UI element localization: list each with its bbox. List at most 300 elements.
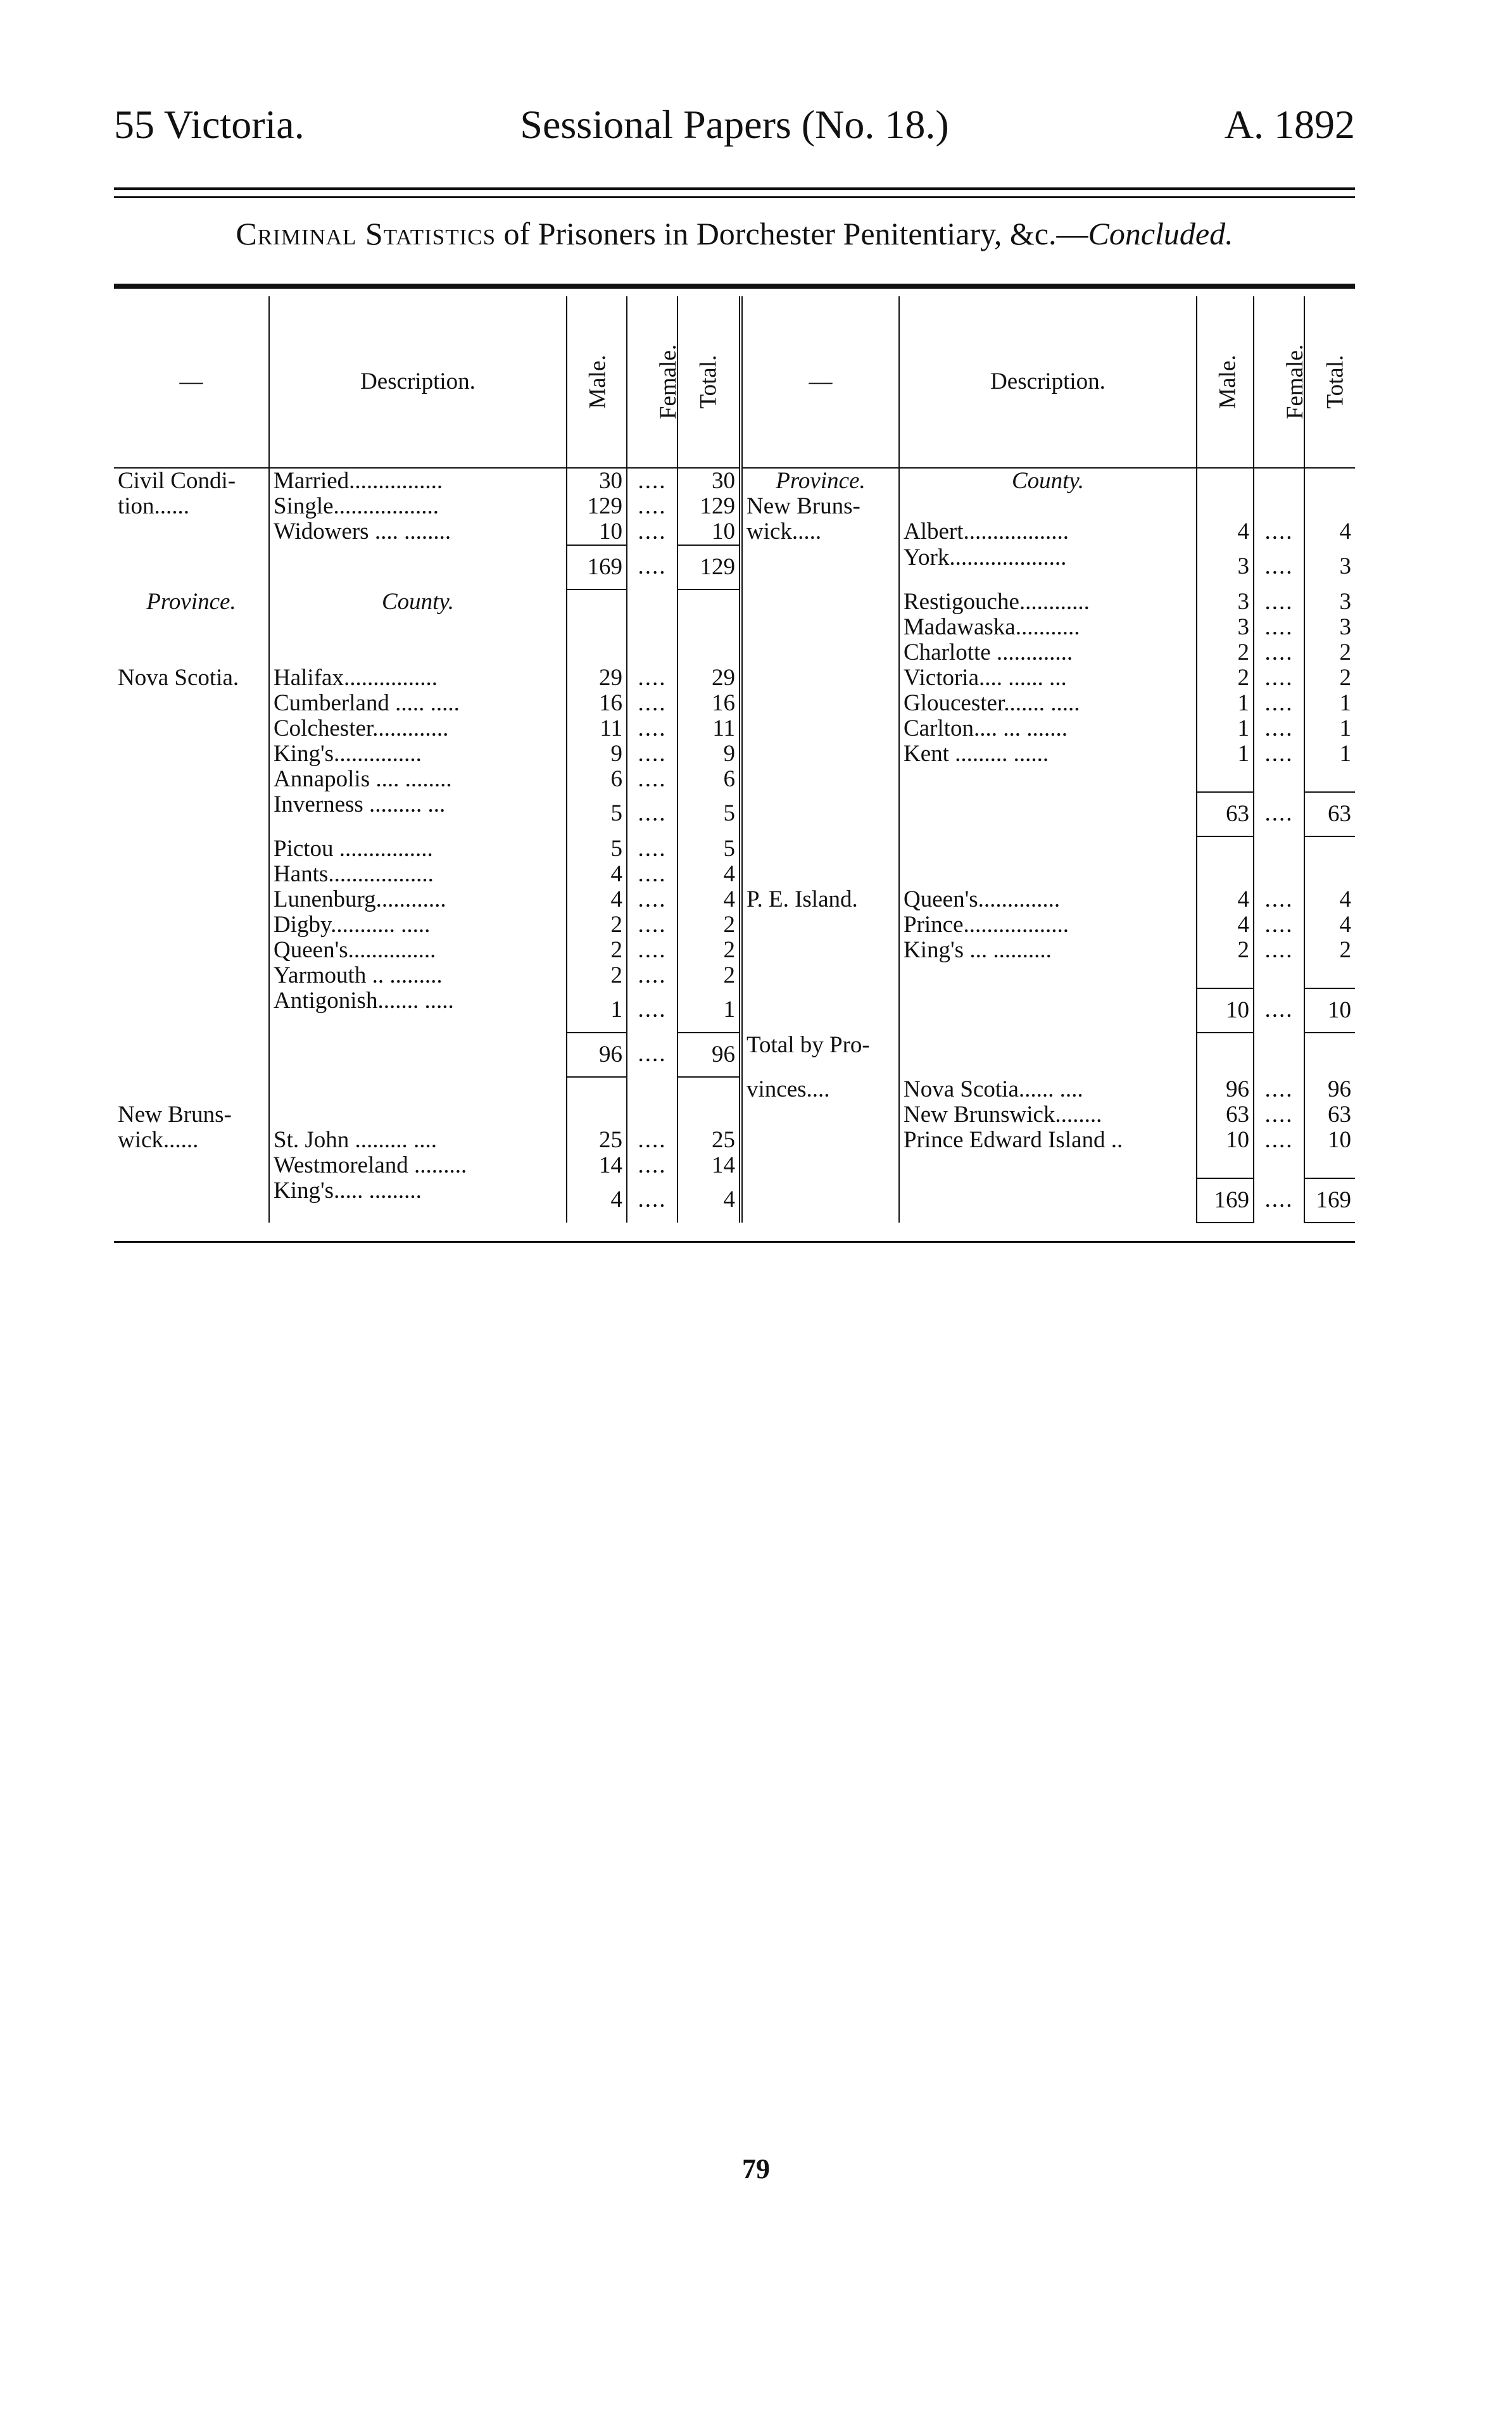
right-total-cell: 4	[1339, 519, 1351, 545]
right-male-cell: 3	[1197, 615, 1254, 640]
header-rule-top	[114, 187, 1355, 190]
left-male-cell: 4	[567, 1178, 627, 1223]
table-row	[114, 836, 1355, 862]
left-female-cell: ....	[627, 468, 677, 494]
left-total-cell: 6	[677, 767, 741, 792]
left-total-cell: 14	[677, 1153, 741, 1178]
table-row	[114, 792, 1355, 836]
right-category-cell: vinces....	[741, 1077, 899, 1102]
left-female-cell: ....	[627, 665, 677, 691]
right-female-cell	[1254, 494, 1304, 519]
right-category-cell	[741, 988, 899, 1033]
left-category-cell: Civil Condi-	[114, 468, 269, 494]
right-male-cell: 96	[1197, 1077, 1254, 1102]
left-female-cell: ....	[627, 887, 677, 912]
right-female-cell: ....	[1254, 716, 1304, 741]
table-row	[114, 1153, 1355, 1178]
page-header	[114, 101, 1355, 165]
left-female-cell: ....	[627, 494, 677, 519]
col-header-description-left: Description.	[269, 296, 567, 468]
left-female-cell	[627, 640, 677, 665]
right-description-cell: County.	[899, 468, 1197, 494]
left-male-cell: 16	[567, 691, 627, 716]
left-total-cell: 5	[677, 792, 741, 836]
right-male-cell	[1197, 494, 1254, 519]
right-female-cell	[1254, 468, 1304, 494]
total-label-right: Total.	[1322, 355, 1349, 409]
right-male-cell: 1	[1197, 716, 1254, 741]
right-category-cell	[741, 1153, 899, 1178]
left-total-cell: 129	[677, 545, 741, 589]
right-female-cell	[1254, 862, 1304, 887]
left-category-cell	[114, 716, 269, 741]
left-male-cell: 14	[567, 1153, 627, 1178]
left-category-cell	[114, 1077, 269, 1102]
left-female-cell	[627, 1102, 677, 1128]
right-total-cell: 2	[1339, 665, 1351, 691]
right-total-cell: 10	[1328, 1127, 1351, 1153]
right-female-cell: ....	[1254, 938, 1304, 963]
col-header-total-left	[677, 296, 741, 468]
right-total-cell: 3	[1339, 589, 1351, 615]
table-header-row	[114, 296, 1355, 468]
left-male-cell: 10	[567, 519, 627, 545]
left-male-cell: 11	[567, 716, 627, 741]
left-female-cell: ....	[627, 716, 677, 741]
table-title	[114, 215, 1355, 252]
left-description-cell: County.	[269, 589, 567, 615]
right-description-cell: Nova Scotia...... ....	[899, 1077, 1197, 1102]
table-row	[114, 1178, 1355, 1223]
left-total-cell: 2	[677, 938, 741, 963]
right-female-cell: ....	[1254, 545, 1304, 589]
table-row	[114, 519, 1355, 545]
right-female-cell	[1254, 963, 1304, 988]
col-header-male-right	[1197, 296, 1254, 468]
right-description-cell	[899, 862, 1197, 887]
session-label: 55 Victoria.	[114, 102, 305, 147]
right-female-cell: ....	[1254, 912, 1304, 938]
col-header-dash-left: —	[114, 296, 269, 468]
table-row	[114, 912, 1355, 938]
left-male-cell: 4	[567, 862, 627, 887]
right-male-cell	[1197, 468, 1254, 494]
right-category-cell	[741, 615, 899, 640]
left-male-cell: 1	[567, 988, 627, 1033]
title-main: of Prisoners in Dorchester Penitentiary, &c.—	[496, 216, 1088, 251]
right-category-cell: wick.....	[741, 519, 899, 545]
table-row	[114, 988, 1355, 1033]
right-description-cell: Carlton.... ... .......	[899, 716, 1197, 741]
right-description-cell: Kent ......... ......	[899, 741, 1197, 767]
table-row	[114, 589, 1355, 615]
right-description-cell	[899, 1153, 1197, 1178]
left-description-cell: Halifax................	[269, 665, 567, 691]
right-category-cell: Total by Pro-	[741, 1033, 899, 1077]
left-female-cell: ....	[627, 1153, 677, 1178]
right-total-cell	[1304, 862, 1355, 887]
right-category-cell	[741, 938, 899, 963]
right-category-cell	[741, 767, 899, 792]
right-category-cell	[741, 741, 899, 767]
right-category-cell	[741, 792, 899, 836]
left-male-cell: 169	[567, 545, 627, 589]
right-female-cell: ....	[1254, 1077, 1304, 1102]
right-male-cell: 10	[1197, 1128, 1254, 1153]
left-total-cell: 25	[677, 1128, 741, 1153]
right-total-cell	[1304, 963, 1355, 988]
right-description-cell	[899, 988, 1197, 1033]
right-female-cell: ....	[1254, 988, 1304, 1033]
left-female-cell: ....	[627, 767, 677, 792]
left-total-cell: 30	[677, 468, 741, 494]
left-category-cell: Province.	[114, 589, 269, 615]
left-male-cell: 2	[567, 938, 627, 963]
right-male-cell	[1197, 862, 1254, 887]
right-description-cell: King's ... ..........	[899, 938, 1197, 963]
table-row	[114, 767, 1355, 792]
right-female-cell: ....	[1254, 1128, 1304, 1153]
left-female-cell: ....	[627, 1178, 677, 1223]
left-total-cell: 29	[677, 665, 741, 691]
right-total-cell	[1304, 494, 1355, 519]
right-female-cell	[1254, 767, 1304, 792]
left-description-cell: Inverness ......... ...	[269, 792, 567, 836]
table-row	[114, 963, 1355, 988]
left-description-cell: Colchester.............	[269, 716, 567, 741]
left-category-cell: tion......	[114, 494, 269, 519]
right-total-cell	[1304, 836, 1355, 862]
right-description-cell: Gloucester....... .....	[899, 691, 1197, 716]
title-small-caps: Criminal Statistics	[236, 216, 496, 251]
right-category-cell	[741, 1102, 899, 1128]
left-description-cell	[269, 1077, 567, 1102]
left-female-cell: ....	[627, 792, 677, 836]
left-male-cell: 5	[567, 836, 627, 862]
left-category-cell	[114, 963, 269, 988]
left-description-cell: St. John ......... ....	[269, 1128, 567, 1153]
right-total-cell: 1	[1339, 741, 1351, 767]
table-row	[114, 615, 1355, 640]
female-label-right: Female.	[1282, 344, 1309, 420]
left-total-cell: 4	[677, 862, 741, 887]
right-male-cell: 63	[1197, 792, 1254, 836]
left-male-cell	[567, 1077, 627, 1102]
right-description-cell	[899, 963, 1197, 988]
right-description-cell	[899, 494, 1197, 519]
right-male-cell: 63	[1197, 1102, 1254, 1128]
left-category-cell	[114, 1033, 269, 1077]
left-male-cell: 30	[567, 468, 627, 494]
right-female-cell	[1254, 1033, 1304, 1077]
left-total-cell: 1	[677, 988, 741, 1033]
right-description-cell: Prince..................	[899, 912, 1197, 938]
right-category-cell	[741, 1178, 899, 1223]
left-description-cell: Single..................	[269, 494, 567, 519]
right-description-cell: Prince Edward Island ..	[899, 1128, 1197, 1153]
statistics-table-wrapper	[114, 296, 1355, 1223]
left-total-cell: 129	[677, 494, 741, 519]
table-row	[114, 1102, 1355, 1128]
left-category-cell: New Bruns-	[114, 1102, 269, 1128]
right-description-cell: Queen's..............	[899, 887, 1197, 912]
left-description-cell	[269, 615, 567, 640]
right-total-cell: 4	[1339, 886, 1351, 912]
left-total-cell: 10	[677, 519, 741, 545]
left-male-cell	[567, 1102, 627, 1128]
left-description-cell: Lunenburg............	[269, 887, 567, 912]
table-row	[114, 691, 1355, 716]
right-description-cell	[899, 1178, 1197, 1223]
right-female-cell: ....	[1254, 887, 1304, 912]
left-category-cell	[114, 767, 269, 792]
right-category-cell	[741, 912, 899, 938]
table-row	[114, 716, 1355, 741]
total-label-left: Total.	[695, 355, 722, 409]
table-row	[114, 494, 1355, 519]
right-description-cell: York....................	[899, 545, 1197, 589]
left-total-cell: 2	[677, 912, 741, 938]
right-description-cell: Restigouche............	[899, 589, 1197, 615]
right-male-cell	[1197, 1033, 1254, 1077]
table-body	[114, 468, 1355, 1223]
left-description-cell: Hants..................	[269, 862, 567, 887]
left-category-cell	[114, 741, 269, 767]
left-male-cell: 29	[567, 665, 627, 691]
right-male-cell: 3	[1197, 545, 1254, 589]
right-total-cell: 3	[1339, 553, 1351, 579]
left-male-cell: 9	[567, 741, 627, 767]
left-male-cell: 96	[567, 1033, 627, 1077]
left-male-cell: 2	[567, 963, 627, 988]
left-female-cell: ....	[627, 862, 677, 887]
left-description-cell: Queen's...............	[269, 938, 567, 963]
left-total-cell: 9	[677, 741, 741, 767]
left-male-cell	[567, 615, 627, 640]
table-row	[114, 1033, 1355, 1077]
male-label-left: Male.	[584, 355, 611, 409]
right-total-cell: 1	[1339, 690, 1351, 716]
right-category-cell	[741, 545, 899, 589]
right-description-cell: Albert..................	[899, 519, 1197, 545]
table-row	[114, 545, 1355, 589]
right-male-cell: 4	[1197, 519, 1254, 545]
left-total-cell: 4	[677, 887, 741, 912]
right-category-cell	[741, 862, 899, 887]
left-description-cell	[269, 1033, 567, 1077]
right-female-cell: ....	[1254, 519, 1304, 545]
left-description-cell	[269, 640, 567, 665]
table-row	[114, 862, 1355, 887]
left-female-cell	[627, 615, 677, 640]
right-category-cell	[741, 665, 899, 691]
left-female-cell	[627, 1077, 677, 1102]
right-male-cell: 169	[1197, 1178, 1254, 1223]
left-description-cell: Yarmouth .. .........	[269, 963, 567, 988]
left-category-cell	[114, 988, 269, 1033]
table-row	[114, 887, 1355, 912]
year-label: A. 1892	[1224, 102, 1355, 147]
left-female-cell: ....	[627, 741, 677, 767]
right-description-cell: New Brunswick........	[899, 1102, 1197, 1128]
sessional-papers-label: Sessional Papers (No. 18.)	[520, 102, 949, 147]
right-total-cell: 96	[1328, 1076, 1351, 1102]
left-female-cell: ....	[627, 1128, 677, 1153]
title-rule	[114, 284, 1355, 289]
right-category-cell	[741, 589, 899, 615]
left-description-cell: Married................	[269, 468, 567, 494]
left-total-cell: 16	[677, 691, 741, 716]
left-male-cell: 25	[567, 1128, 627, 1153]
left-female-cell: ....	[627, 938, 677, 963]
header-rule-bottom	[114, 196, 1355, 198]
table-row	[114, 640, 1355, 665]
table-row	[114, 1128, 1355, 1153]
table-bottom-rule	[114, 1241, 1355, 1243]
right-category-cell	[741, 1128, 899, 1153]
left-total-cell: 4	[677, 1178, 741, 1223]
left-description-cell: King's..... .........	[269, 1178, 567, 1223]
left-description-cell: Antigonish....... .....	[269, 988, 567, 1033]
table-row	[114, 938, 1355, 963]
right-male-cell: 4	[1197, 887, 1254, 912]
right-total-cell: 2	[1339, 937, 1351, 963]
table-row	[114, 468, 1355, 494]
left-female-cell: ....	[627, 988, 677, 1033]
left-female-cell: ....	[627, 1033, 677, 1077]
right-total-cell	[1304, 1153, 1355, 1178]
left-category-cell	[114, 519, 269, 545]
right-male-cell: 10	[1197, 988, 1254, 1033]
col-header-male-left	[567, 296, 627, 468]
right-description-cell	[899, 767, 1197, 792]
left-total-cell: 96	[677, 1033, 741, 1077]
left-female-cell: ....	[627, 912, 677, 938]
left-category-cell	[114, 862, 269, 887]
left-total-cell: 2	[677, 963, 741, 988]
left-description-cell	[269, 545, 567, 589]
right-description-cell: Madawaska...........	[899, 615, 1197, 640]
right-total-cell	[1304, 767, 1355, 792]
left-category-cell	[114, 640, 269, 665]
left-total-cell: 5	[677, 836, 741, 862]
right-female-cell	[1254, 1153, 1304, 1178]
left-female-cell: ....	[627, 691, 677, 716]
left-male-cell: 2	[567, 912, 627, 938]
right-category-cell	[741, 691, 899, 716]
right-female-cell: ....	[1254, 792, 1304, 836]
right-total-cell: 1	[1339, 715, 1351, 741]
right-category-cell: P. E. Island.	[741, 887, 899, 912]
right-category-cell	[741, 963, 899, 988]
right-description-cell: Charlotte .............	[899, 640, 1197, 665]
left-category-cell	[114, 1153, 269, 1178]
left-category-cell	[114, 691, 269, 716]
left-description-cell: Digby........... .....	[269, 912, 567, 938]
left-category-cell	[114, 836, 269, 862]
left-female-cell: ....	[627, 963, 677, 988]
col-header-female-left	[627, 296, 682, 468]
col-header-dash-right: —	[741, 296, 899, 468]
right-female-cell: ....	[1254, 640, 1304, 665]
right-description-cell	[899, 1033, 1197, 1077]
left-description-cell: Westmoreland .........	[269, 1153, 567, 1178]
left-description-cell: Pictou ................	[269, 836, 567, 862]
right-description-cell: Victoria.... ...... ...	[899, 665, 1197, 691]
right-male-cell	[1197, 767, 1254, 792]
right-total-cell: 10	[1304, 988, 1355, 1033]
right-total-cell	[1304, 468, 1355, 494]
left-female-cell: ....	[627, 836, 677, 862]
table-row	[114, 1077, 1355, 1102]
left-category-cell	[114, 887, 269, 912]
left-total-cell: 11	[677, 716, 741, 741]
right-description-cell	[899, 836, 1197, 862]
left-description-cell	[269, 1102, 567, 1128]
left-total-cell	[677, 615, 741, 640]
left-male-cell: 4	[567, 887, 627, 912]
left-description-cell: King's...............	[269, 741, 567, 767]
right-category-cell	[741, 836, 899, 862]
left-category-cell	[114, 912, 269, 938]
left-total-cell	[677, 1077, 741, 1102]
left-male-cell: 6	[567, 767, 627, 792]
right-male-cell: 1	[1197, 741, 1254, 767]
right-category-cell	[741, 640, 899, 665]
right-description-cell	[899, 792, 1197, 836]
right-female-cell: ....	[1254, 589, 1304, 615]
col-header-description-right: Description.	[899, 296, 1197, 468]
right-female-cell	[1254, 836, 1304, 862]
title-concluded: Concluded.	[1088, 216, 1233, 251]
right-male-cell: 2	[1197, 640, 1254, 665]
table-row	[114, 741, 1355, 767]
right-female-cell: ....	[1254, 691, 1304, 716]
right-female-cell: ....	[1254, 615, 1304, 640]
male-label-right: Male.	[1214, 355, 1241, 409]
left-category-cell: Nova Scotia.	[114, 665, 269, 691]
left-female-cell: ....	[627, 519, 677, 545]
right-female-cell: ....	[1254, 665, 1304, 691]
right-category-cell	[741, 716, 899, 741]
col-header-female-right	[1254, 296, 1309, 468]
right-category-cell: New Bruns-	[741, 494, 899, 519]
left-description-cell: Cumberland ..... .....	[269, 691, 567, 716]
right-female-cell: ....	[1254, 1102, 1304, 1128]
right-total-cell: 63	[1304, 792, 1355, 836]
left-category-cell	[114, 1178, 269, 1223]
left-total-cell	[677, 1102, 741, 1128]
left-male-cell: 129	[567, 494, 627, 519]
left-female-cell	[627, 589, 677, 615]
left-category-cell	[114, 938, 269, 963]
female-label-left: Female.	[655, 344, 682, 420]
left-male-cell: 5	[567, 792, 627, 836]
col-header-total-right	[1304, 296, 1355, 468]
right-male-cell	[1197, 836, 1254, 862]
right-male-cell: 2	[1197, 665, 1254, 691]
right-male-cell: 1	[1197, 691, 1254, 716]
left-category-cell: wick......	[114, 1128, 269, 1153]
left-description-cell: Annapolis .... ........	[269, 767, 567, 792]
table-row	[114, 665, 1355, 691]
right-total-cell	[1304, 1033, 1355, 1077]
left-description-cell: Widowers .... ........	[269, 519, 567, 545]
right-total-cell: 2	[1339, 639, 1351, 665]
right-total-cell: 4	[1339, 912, 1351, 938]
page-number: 79	[742, 2153, 770, 2184]
right-male-cell: 3	[1197, 589, 1254, 615]
